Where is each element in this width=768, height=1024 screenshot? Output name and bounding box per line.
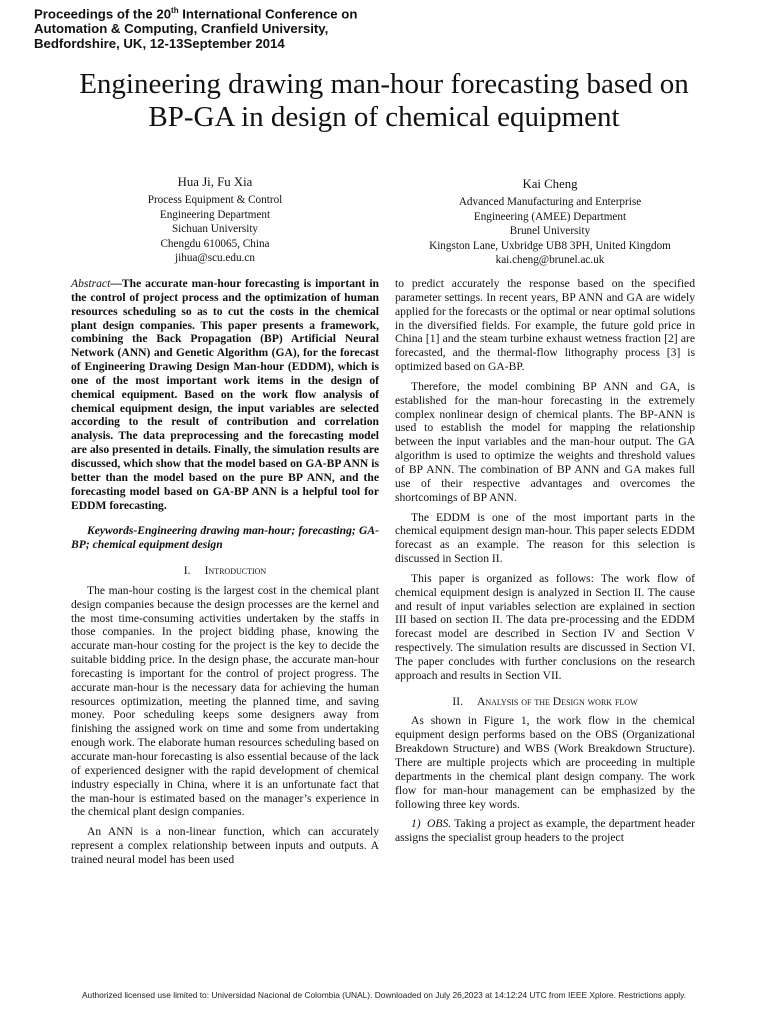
section-heading-introduction — [71, 564, 379, 578]
section-heading-analysis — [395, 695, 695, 709]
affiliation-line: Engineering (AMEE) Department — [473, 210, 627, 223]
body-paragraph: As shown in Figure 1, the work flow in the chemical equipment design performs based on the OBS (Organizational Breakdown Structure) and WBS (Work Breakdown Structure). There are multiple projects which are proceeding in multiple departments in the chemical plant design company. The work flow for man-hour management can be emphasized by the following three key words. — [395, 714, 695, 811]
abstract-lead: Abstract — [71, 277, 111, 290]
conference-line-1-pre: Proceedings of the 20 — [34, 6, 172, 22]
right-column — [395, 277, 695, 845]
affiliation-line: Process Equipment & Control — [147, 194, 283, 206]
body-paragraph: This paper is organized as follows: The work flow of chemical equipment design is analyzed in Section II. The cause and result of input variables selection are explained in section III based on section II. The data pre-processing and the EDDM forecast model are described in Section IV and Section V respectively. The simulation results are discussed in Section VI. The paper concludes with further conclusions on the research approach and results in Section VII. — [395, 571, 695, 682]
author-names-left: Hua Ji, Fu Xia — [177, 175, 253, 189]
author-email: kai.cheng@brunel.ac.uk — [495, 254, 605, 267]
affiliation-line: Engineering Department — [159, 208, 271, 221]
conference-line-3: Bedfordshire, UK, 12-13September 2014 — [34, 36, 285, 52]
affiliation-line: Sichuan University — [171, 223, 259, 236]
section-title: Introduction — [204, 564, 267, 578]
author-block-left — [100, 174, 330, 266]
keywords: Keywords-Engineering drawing man-hour; forecasting; GA-BP; chemical equipment design — [71, 524, 379, 552]
conference-line-2: Automation & Computing, Cranfield University, — [34, 21, 329, 37]
body-paragraph: to predict accurately the response based on the specified parameter settings. In recent years, BP ANN and GA are widely applied for the forecasts or the optimal or near optimal solutions in the diversified fields. For example, the future gold price in China [1] and the steam turbine exhaust wetness fraction [2] are forecasted, and the thermal-flow lithography process [3] is optimized based on GA-BP. — [395, 277, 695, 374]
author-names-right: Kai Cheng — [522, 177, 578, 191]
paper-title — [20, 68, 748, 134]
body-paragraph: Therefore, the model combining BP ANN and GA, is established for the man-hour forecasting in the extremely complex nonlinear design of chemical plants. The BP-ANN is used to establish the model for mapping the relationship between the input variables and the man-hour output. The GA algorithm is used to optimize the weights and threshold values of BP ANN. The combination of BP ANN and GA makes full use of their respective advantages and overcomes the shortcomings of BP ANN. — [395, 379, 695, 504]
body-paragraph: The EDDM is one of the most important parts in the chemical equipment design man-hour. This paper selects EDDM forecast as an example. The reason for this selection is discussed in Section II. — [395, 510, 695, 566]
affiliation-line: Brunel University — [509, 225, 591, 238]
section-number: I. — [183, 564, 191, 578]
license-footer: Authorized licensed use limited to: Universidad Nacional de Colombia (UNAL). Downloaded on July 26,2023 at 14:12:24 UTC from IEEE Xplore. Restrictions apply. — [81, 990, 687, 1000]
body-paragraph: An ANN is a non-linear function, which can accurately represent a complex relationship between inputs and outputs. A trained neural model has been used — [71, 825, 379, 866]
conference-line-1 — [34, 3, 357, 21]
subsection-label: 1) OBS. — [411, 817, 452, 831]
subsection-text: Taking a project as example, the department header assigns the specialist group headers to the project — [395, 817, 696, 845]
conference-line-1-sup: th — [171, 6, 179, 15]
abstract-body: —The accurate man-hour forecasting is important in the control of project process and the optimization of human resources scheduling so as to cut the costs in the chemical plant design companies. This paper presents a framework, combining the Back Propagation (BP) Artificial Neural Network (ANN) and Genetic Algorithm (GA), for the forecast of Engineering Drawing Design Man-hour (EDDM), which is one of the most important work items in the design of chemical equipment. Based on the work flow analysis of chemical equipment design, the input variables are selected according to the result of contribution and correlation analysis. The data preprocessing and the forecasting model are also presented in details. Finally, the simulation results are discussed, which show that the model based on GA-BP ANN is better than the model based on the pure BP ANN, and the forecasting model based on GA-BP ANN is a helpful tool for EDDM forecasting. — [71, 277, 379, 512]
affiliation-line: Advanced Manufacturing and Enterprise — [458, 196, 642, 208]
affiliation-line: Chengdu 610065, China — [160, 237, 270, 250]
body-paragraph — [395, 817, 695, 845]
section-number: II. — [452, 694, 463, 708]
affiliation-line: Kingston Lane, Uxbridge UB8 3PH, United Kingdom — [429, 239, 671, 252]
paper-title-line-1: Engineering drawing man-hour forecasting based on — [79, 68, 689, 100]
author-block-right — [405, 176, 695, 268]
conference-line-1-post: International Conference on — [178, 6, 358, 22]
paper-title-line-2: BP-GA in design of chemical equipment — [148, 101, 620, 133]
left-column — [71, 277, 379, 867]
author-email: jihua@scu.edu.cn — [175, 252, 255, 265]
abstract — [71, 277, 379, 512]
conference-header — [34, 3, 357, 51]
section-title: Analysis of the Design work flow — [476, 694, 638, 708]
body-paragraph: The man-hour costing is the largest cost in the chemical plant design companies because the design processes are the kernel and the most time-consuming activities undertaken by the staffs in those companies. In the project bidding phase, knowing the accurate man-hour costing for the project is the key to decide the suitable bidding price. In the design phase, the accurate man-hour forecasting is important for the control of project progress. The accurate man-hour is the necessary data for achieving the human resources optimization, meeting the planned time, and saving money. Poor scheduling keeps some designers away from finishing the assigned work on time and some from undertaking enough work. The elaborate human resources scheduling based on accurate man-hour forecasting is also essential because of the lack of experienced designer with the rapid development of chemical industry especially in China, where it is an unfortunate fact that the man-hour is estimated based on the manager’s experience in the chemical plant design companies. — [71, 583, 379, 819]
